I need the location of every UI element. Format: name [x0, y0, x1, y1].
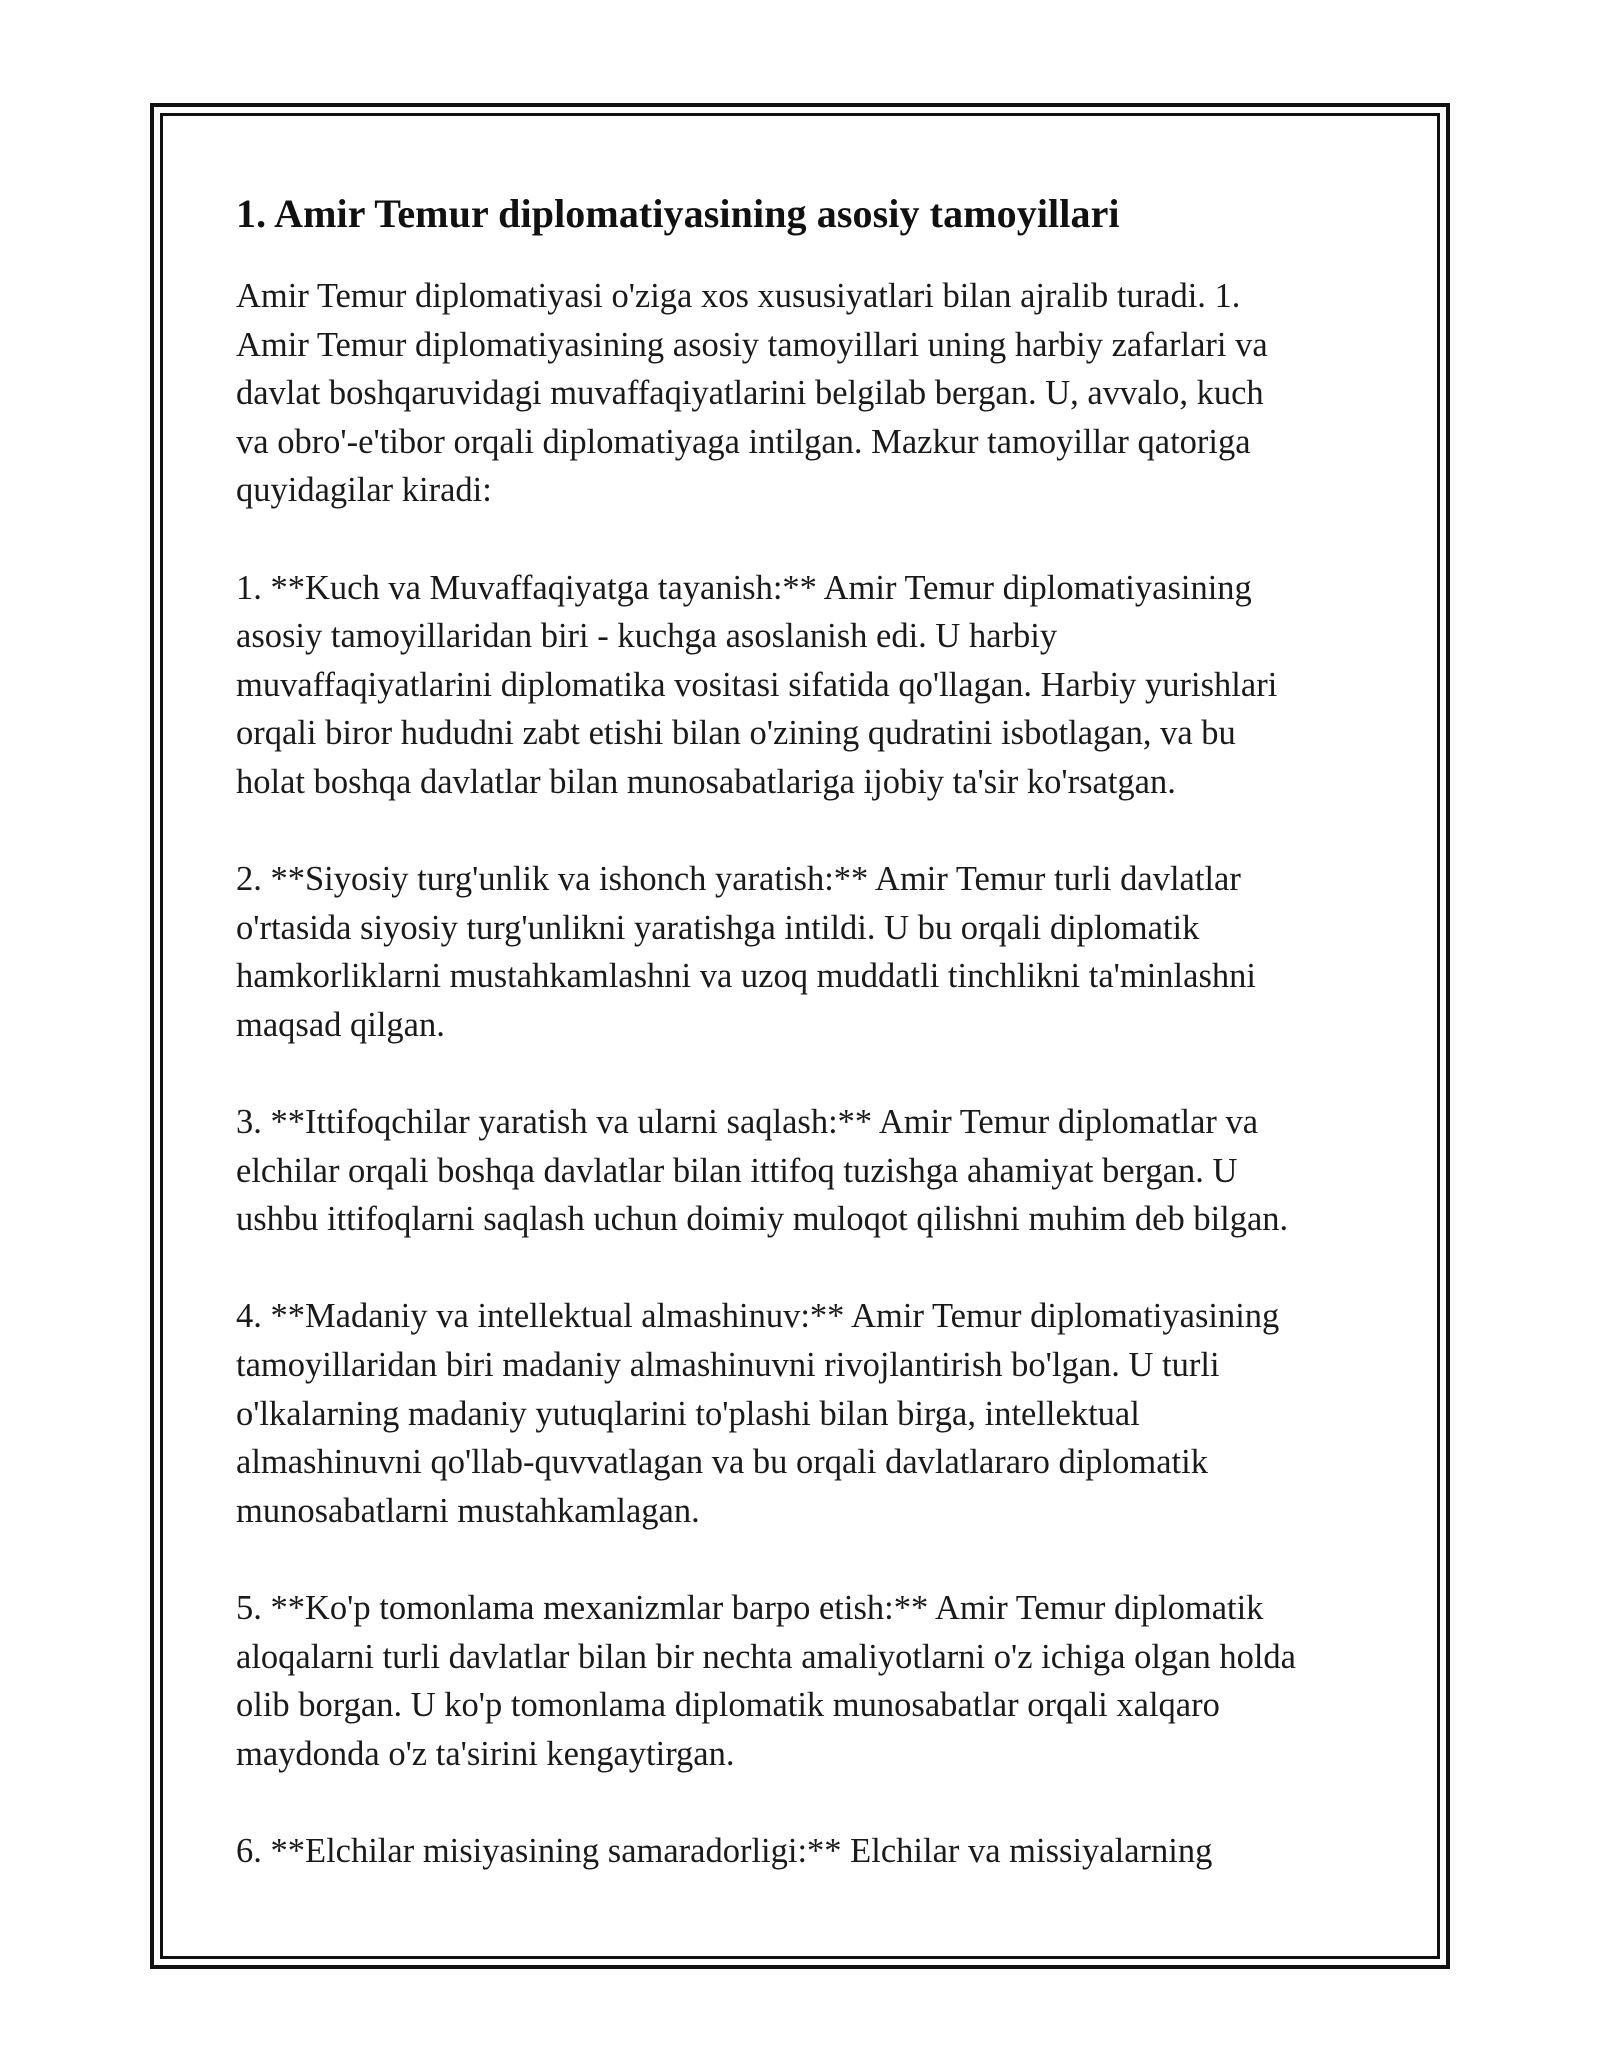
- item-line: tamoyillaridan biri madaniy almashinuvni rivojlantirish bo'lgan. U turli: [236, 1346, 1220, 1385]
- paragraph-gap: [236, 807, 1376, 856]
- paragraph-gap: [236, 1535, 1376, 1584]
- document-body: [236, 186, 1376, 1876]
- intro-line: davlat boshqaruvidagi muvaffaqiyatlarini belgilab bergan. U, avvalo, kuch: [236, 374, 1264, 413]
- intro-line: va obro'-e'tibor orqali diplomatiyaga intilgan. Mazkur tamoyillar qatoriga: [236, 422, 1251, 461]
- item-line: 4. **Madaniy va intellektual almashinuv:** Amir Temur diplomatiyasining: [236, 1297, 1280, 1336]
- paragraph-gap: [236, 515, 1376, 564]
- paragraph-gap: [236, 1050, 1376, 1099]
- item-line: munosabatlarni mustahkamlagan.: [236, 1491, 700, 1530]
- intro-line: quyidagilar kiradi:: [236, 471, 492, 510]
- item-line: muvaffaqiyatlarini diplomatika vositasi sifatida qo'llagan. Harbiy yurishlari: [236, 665, 1278, 704]
- item-line: 1. **Kuch va Muvaffaqiyatga tayanish:** Amir Temur diplomatiyasining: [236, 568, 1252, 607]
- list-item-5: [236, 1584, 1376, 1778]
- list-item-6: [236, 1827, 1376, 1876]
- intro-line: Amir Temur diplomatiyasi o'ziga xos xususiyatlari bilan ajralib turadi. 1.: [236, 277, 1241, 315]
- item-line: maqsad qilgan.: [236, 1005, 445, 1044]
- paragraph-gap: [236, 1778, 1376, 1827]
- item-line: 3. **Ittifoqchilar yaratish va ularni saqlash:** Amir Temur diplomatlar va: [236, 1103, 1259, 1142]
- item-line: hamkorliklarni mustahkamlashni va uzoq muddatli tinchlikni ta'minlashni: [236, 957, 1256, 996]
- list-item-3: [236, 1098, 1376, 1244]
- intro-line: Amir Temur diplomatiyasining asosiy tamoyillari uning harbiy zafarlari va: [236, 325, 1268, 364]
- item-line: elchilar orqali boshqa davlatlar bilan ittifoq tuzishga ahamiyat bergan. U: [236, 1151, 1238, 1190]
- item-line: holat boshqa davlatlar bilan munosabatlariga ijobiy ta'sir ko'rsatgan.: [236, 762, 1176, 801]
- item-line: o'lkalarning madaniy yutuqlarini to'plashi bilan birga, intellektual: [236, 1394, 1140, 1433]
- list-item-4: [236, 1292, 1376, 1535]
- intro-paragraph: [236, 272, 1376, 515]
- item-line: asosiy tamoyillaridan biri - kuchga asoslanish edi. U harbiy: [236, 617, 1058, 656]
- list-item-2: [236, 855, 1376, 1049]
- item-line: maydonda o'z ta'sirini kengaytirgan.: [236, 1734, 735, 1773]
- item-line: almashinuvni qo'llab-quvvatlagan va bu orqali davlatlararo diplomatik: [236, 1443, 1208, 1482]
- item-line: 6. **Elchilar misiyasining samaradorligi:** Elchilar va missiyalarning: [236, 1832, 1213, 1870]
- item-line: 5. **Ko'p tomonlama mexanizmlar barpo etish:** Amir Temur diplomatik: [236, 1589, 1264, 1628]
- item-line: o'rtasida siyosiy turg'unlikni yaratishga intildi. U bu orqali diplomatik: [236, 908, 1200, 947]
- page-title: 1. Amir Temur diplomatiyasining asosiy tamoyillari: [236, 191, 1120, 236]
- item-line: aloqalarni turli davlatlar bilan bir nechta amaliyotlarni o'z ichiga olgan holda: [236, 1637, 1296, 1676]
- item-line: ushbu ittifoqlarni saqlash uchun doimiy muloqot qilishni muhim deb bilgan.: [236, 1200, 1289, 1239]
- list-item-1: [236, 564, 1376, 807]
- item-line: olib borgan. U ko'p tomonlama diplomatik munosabatlar orqali xalqaro: [236, 1686, 1220, 1725]
- item-line: orqali biror hududni zabt etishi bilan o'zining qudratini isbotlagan, va bu: [236, 714, 1236, 753]
- paragraph-gap: [236, 1244, 1376, 1293]
- item-line: 2. **Siyosiy turg'unlik va ishonch yaratish:** Amir Temur turli davlatlar: [236, 860, 1241, 899]
